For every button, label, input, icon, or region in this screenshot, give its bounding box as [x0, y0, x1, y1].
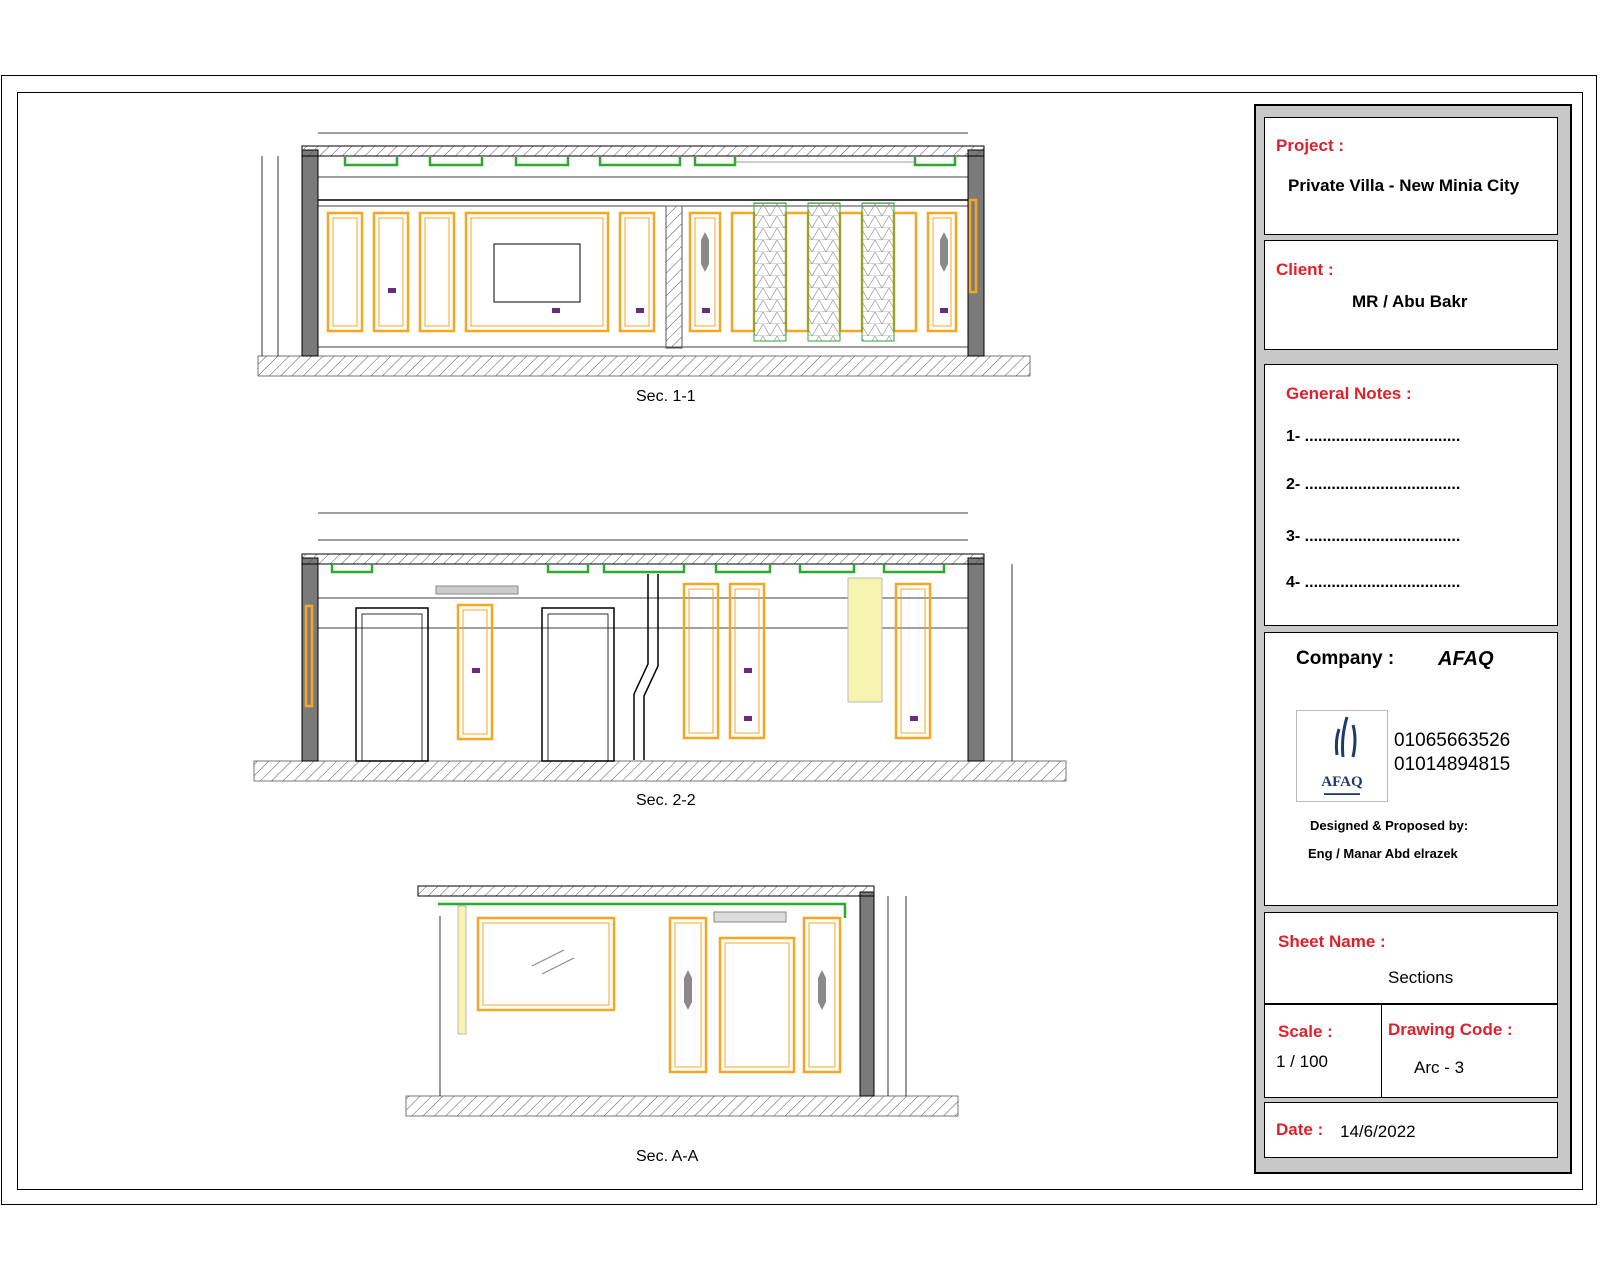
company-label: Company :: [1296, 648, 1395, 669]
sheet-name-box: [1264, 912, 1558, 1004]
company-name: AFAQ: [1438, 648, 1494, 670]
scale-value: 1 / 100: [1276, 1052, 1328, 1071]
company-logo: [1296, 710, 1388, 802]
logo-text: AFAQ: [1321, 774, 1363, 790]
section-a-a-drawing: [406, 886, 958, 1116]
note-line-3: 3- ...................................: [1286, 528, 1461, 545]
phone-1: 01065663526: [1394, 730, 1511, 751]
drawing-code-box: [1381, 1004, 1558, 1098]
section-2-2-drawing: [254, 513, 1066, 781]
notes-label: General Notes :: [1286, 384, 1412, 403]
note-line-1: 1- ...................................: [1286, 428, 1461, 445]
sheet-name-value: Sections: [1388, 968, 1454, 987]
drawing-code-value: Arc - 3: [1414, 1058, 1465, 1077]
scale-box: [1264, 1004, 1382, 1098]
phone-2: 01014894815: [1394, 754, 1511, 775]
date-label: Date :: [1276, 1120, 1324, 1139]
client-label: Client :: [1276, 260, 1334, 279]
sheet-name-label: Sheet Name :: [1278, 932, 1386, 951]
date-value: 14/6/2022: [1340, 1122, 1416, 1141]
client-value: MR / Abu Bakr: [1352, 292, 1468, 311]
section-label-2-2: Sec. 2-2: [636, 792, 696, 809]
section-1-1-drawing: [258, 133, 1030, 376]
designed-by-label: Designed & Proposed by:: [1310, 818, 1469, 833]
note-line-2: 2- ...................................: [1286, 476, 1461, 493]
logo-mark-icon: [1297, 711, 1387, 771]
section-label-1-1: Sec. 1-1: [636, 388, 696, 405]
drawing-code-label: Drawing Code :: [1388, 1020, 1513, 1039]
note-line-4: 4- ...................................: [1286, 574, 1461, 591]
project-value: Private Villa - New Minia City: [1288, 176, 1520, 195]
project-label: Project :: [1276, 136, 1345, 155]
scale-label: Scale :: [1278, 1022, 1333, 1041]
section-label-a-a: Sec. A-A: [636, 1148, 699, 1165]
designer-name: Eng / Manar Abd elrazek: [1308, 846, 1458, 861]
logo-subtext-graphic: ▬▬▬▬▬▬: [1324, 791, 1360, 797]
